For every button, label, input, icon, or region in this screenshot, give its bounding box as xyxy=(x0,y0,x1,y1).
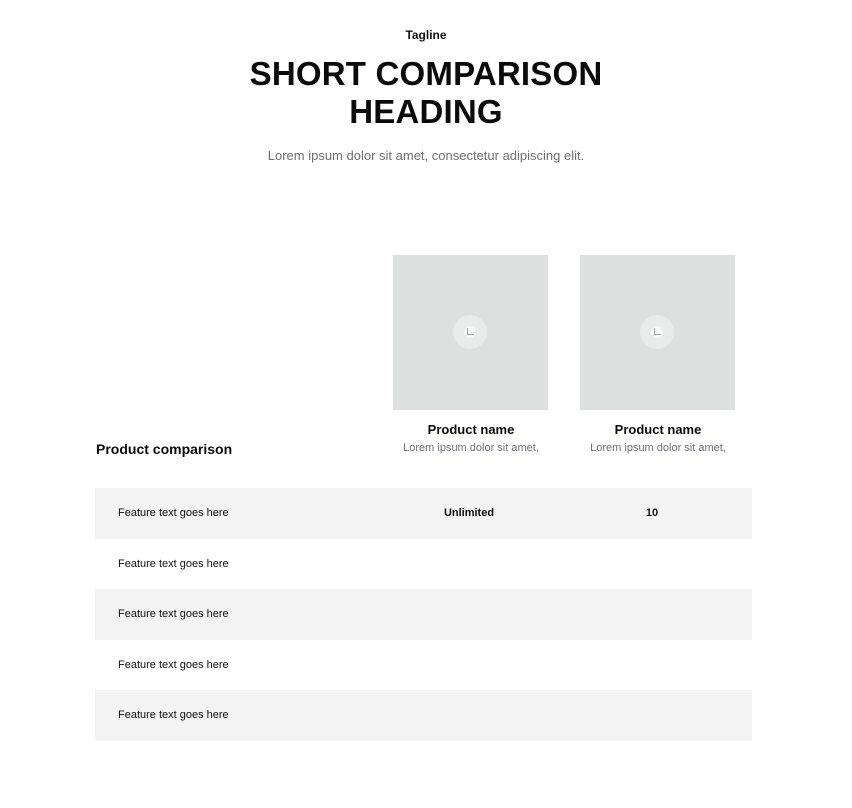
feature-label: Feature text goes here xyxy=(118,608,229,621)
product-card-2 xyxy=(580,255,736,455)
product-card-1 xyxy=(393,255,549,455)
comparison-label: Product comparison xyxy=(96,441,233,457)
product-description: Lorem ipsum dolor sit amet, xyxy=(403,442,539,454)
tagline: Tagline xyxy=(405,28,447,42)
product-image xyxy=(580,255,735,410)
feature-value-product-1: Unlimited xyxy=(443,507,495,519)
feature-label: Feature text goes here xyxy=(118,709,229,722)
image-placeholder-icon xyxy=(640,315,674,349)
product-name: Product name xyxy=(427,422,515,437)
table-row xyxy=(95,539,752,590)
table-row xyxy=(95,488,752,539)
page-title: SHORT COMPARISON HEADING xyxy=(249,55,603,130)
product-image xyxy=(393,255,548,410)
subtitle: Lorem ipsum dolor sit amet, consectetur adipiscing elit. xyxy=(267,148,585,163)
image-placeholder-icon xyxy=(453,315,487,349)
table-row xyxy=(95,640,752,691)
feature-label: Feature text goes here xyxy=(118,507,229,519)
product-name: Product name xyxy=(614,422,702,437)
table-row xyxy=(95,589,752,640)
feature-label: Feature text goes here xyxy=(118,658,229,671)
product-description: Lorem ipsum dolor sit amet, xyxy=(590,442,726,454)
table-row xyxy=(95,690,752,741)
comparison-table xyxy=(95,488,752,741)
feature-label: Feature text goes here xyxy=(118,557,229,570)
feature-value-product-2: 10 xyxy=(645,507,659,519)
